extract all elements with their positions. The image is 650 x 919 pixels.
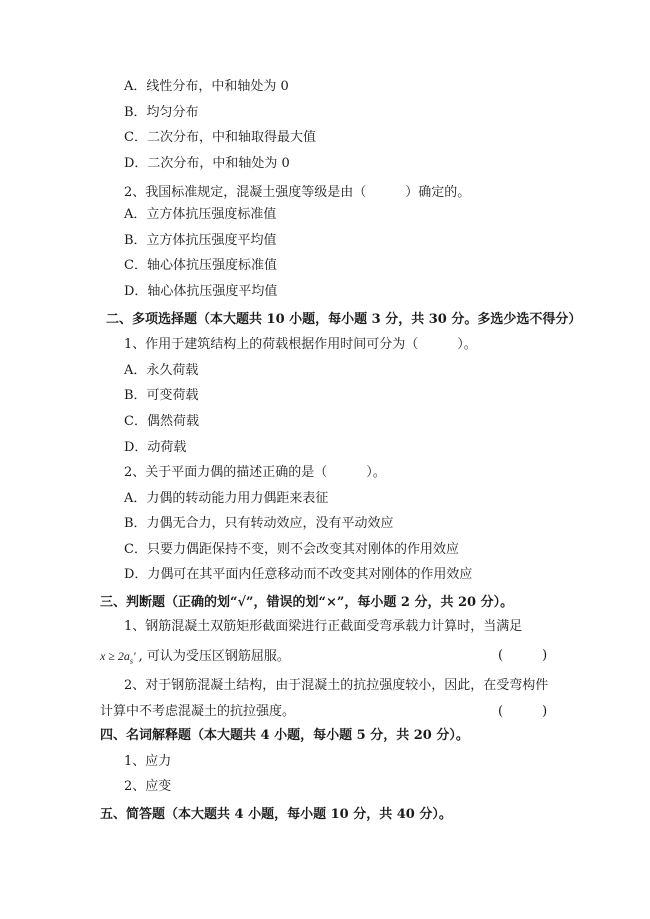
section-title: 五、简答题（本大题共 4 小题，每小题 10 分，共 40 分）。 [100, 807, 452, 822]
question-stem: 1、作用于建筑结构上的荷载根据作用时间可分为（ ）。 [124, 337, 477, 352]
question-stem: 2、我国标准规定，混凝土强度等级是由（ ）确定的。 [124, 185, 471, 200]
option-d: D．力偶可在其平面内任意移动而不改变其对刚体的作用效应 [124, 567, 473, 582]
answer-parentheses: ( ) [498, 648, 548, 663]
option-a: A．线性分布，中和轴处为 0 [124, 79, 289, 94]
option-d: D．二次分布，中和轴处为 0 [124, 156, 290, 171]
option-a: A．立方体抗压强度标准值 [124, 207, 277, 222]
option-d: D．轴心体抗压强度平均值 [124, 284, 278, 299]
answer-parentheses: ( ) [498, 704, 548, 719]
option-d: D．动荷载 [124, 440, 187, 455]
option-b: B．均匀分布 [124, 105, 199, 120]
option-c: C．只要力偶距保持不变，则不会改变其对刚体的作用效应 [124, 542, 459, 557]
term-item: 2、应变 [124, 779, 172, 794]
option-b: B．可变荷载 [124, 388, 199, 403]
term-item: 1、应力 [124, 754, 172, 769]
option-a: A．力偶的转动能力用力偶距来表征 [124, 491, 329, 506]
question-stem: 2、关于平面力偶的描述正确的是（ ）。 [124, 465, 386, 480]
judgement-question-continuation: $x \ge 2a_s'$ , 可认为受压区钢筋屈服。 [100, 649, 290, 666]
option-c: C．轴心体抗压强度标准值 [124, 258, 277, 273]
option-a: A．永久荷载 [124, 363, 199, 378]
option-b: B．立方体抗压强度平均值 [124, 233, 277, 248]
judgement-question-continuation: 计算中不考虑混凝土的抗拉强度。 [100, 704, 296, 719]
option-b: B．力偶无合力，只有转动效应，没有平动效应 [124, 516, 394, 531]
section-title: 四、名词解释题（本大题共 4 小题，每小题 5 分，共 20 分）。 [100, 728, 469, 743]
option-c: C．二次分布，中和轴取得最大值 [124, 130, 316, 145]
section-title: 二、多项选择题（本大题共 10 小题，每小题 3 分，共 30 分。多选少选不得分） [106, 312, 582, 327]
judgement-question-line: 1、钢筋混凝土双筋矩形截面梁进行正截面受弯承载力计算时，当满足 [124, 619, 523, 634]
judgement-question-line: 2、对于钢筋混凝土结构，由于混凝土的抗拉强度较小，因此，在受弯构件 [124, 678, 549, 693]
math-expression: $x \ge 2a_s'$ [100, 649, 139, 666]
option-c: C．偶然荷载 [124, 414, 199, 429]
section-title: 三、判断题（正确的划“√”，错误的划“×”，每小题 2 分，共 20 分）。 [100, 595, 514, 610]
